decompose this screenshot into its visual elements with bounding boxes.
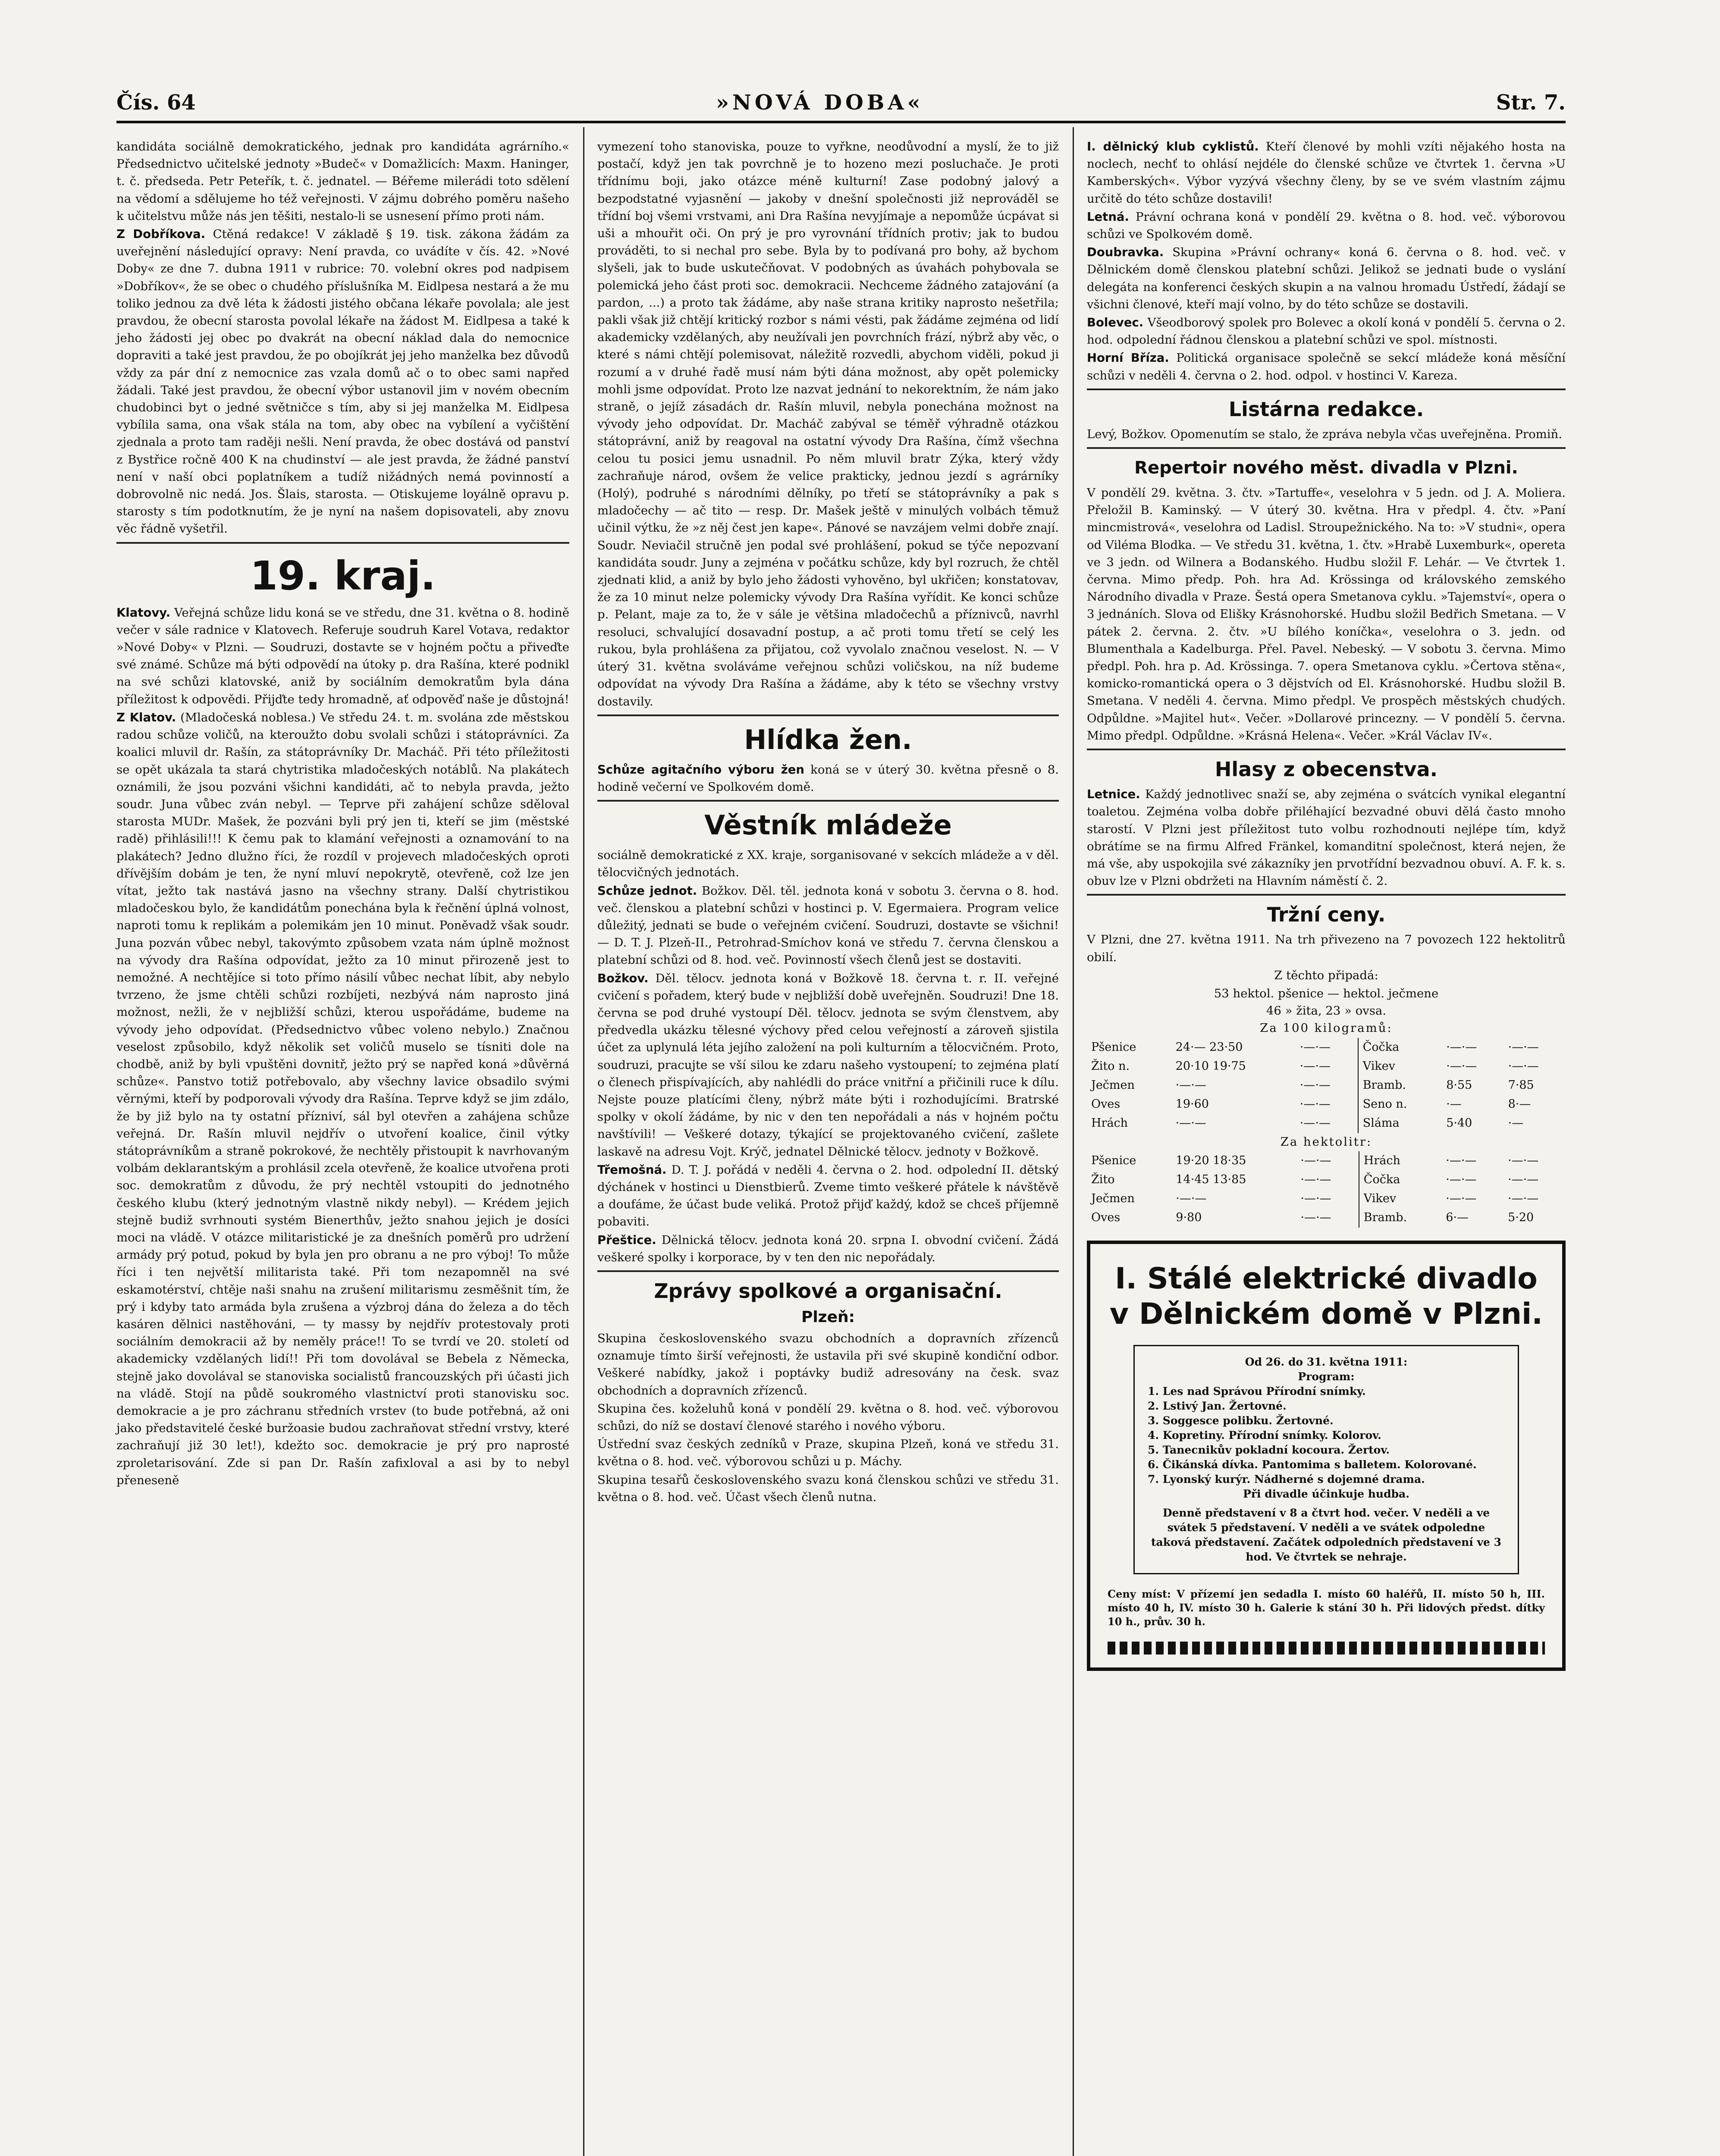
article-text: koná se v úterý 30. května přesně o 8. hodině večerní ve Spolkovém domě. [597,762,1059,794]
article-lead: Letná. [1087,210,1129,224]
column-divider [1073,127,1074,2156]
section-heading: Věstník mládeže [704,809,952,841]
section-rule [597,800,1059,802]
table-cell: ·—·— [1299,1040,1331,1054]
column-3 [1087,138,1566,1671]
article-paragraph [1087,786,1566,890]
section-rule [1087,389,1566,390]
table-caption: Za hektolitr: [1280,1134,1372,1149]
section-rule [1087,894,1566,896]
table-cell: ·—·— [1299,1078,1331,1092]
article-lead: Schůze jednot. [597,884,697,898]
section-rule [597,714,1059,716]
article-text: Ctěná redakce! V základě § 19. tisk. zákona žádám za uveřejnění následující opravy: Není pravda, co uvádíte v čís. 42. »Nové Doby« ze dne 7. dubna 1911 v rubrice: 70. volební okres pod nadpisem »Dobříkov«, že se obec o chudého příslušníka M. Eidlpesa nestará a že mu toliko jednou za dvě léta k žádosti jistého občana lékaře povolala; ale jest pravdou, že obecní starosta povolal lékaře na žádost M. Eidlpesa a také k jeho žádosti jej obec po dvakrát na obecní náklad dala do nemocnice dopraviti a také jest pravdou, že po obojíkrát jej jeho manželka bez důvodů vždy za pár dní z nemocnice zas vzala domů ač o to obec sami napřed žádali. Také jest pravdou, že obecní výbor ustanovil jim v novém obecním chudobinci byt o jedné světničce s tím, aby si jej manželka M. Eidlpesa vybílila sama, ona však stála na tom, aby obec na vybílení a vyčištění zjednala a proto tam raději nešli. Není pravda, že obec dostává od panství z Bystřice ročně 400 K na chudinství — ale jest pravda, že žádné panství není v naší obci poplatníkem a tudíž nižádných nemá povinností a dobrovolně nic nedá. Jos. Šlais, starosta. — Otiskujeme loyálně opravu p. starosty s tím podotknutím, že je nyní na našem dopisovateli, aby znovu věc řádně vyšetřil. [116,227,570,536]
ad-notes: Denně představení v 8 a čtvrt hod. večer. V neděli a ve svátek 5 představení. V neděli a ve svátek odpoledne taková představení. Začátek odpoledních představení ve 3 hod. Ve čtvrtek se nehraje. [1151,1506,1502,1563]
list-item: 2. Lstivý Jan. Žertovné. [1148,1399,1287,1412]
article-paragraph [1087,138,1566,207]
section-heading: Zprávy spolkové a organisační. [654,1279,1002,1303]
article-paragraph [1087,314,1566,348]
column-2 [597,138,1059,1507]
table-cell: 5·20 [1508,1211,1534,1225]
table-row [1087,1151,1566,1170]
list-item: 3. Soggesce polibku. Žertovné. [1148,1414,1334,1427]
article-text: Právní ochrana koná v pondělí 29. května o 8. hod. več. výborovou schůzi ve Spolkovém domě. [1087,210,1566,241]
article-text: Dělnická tělocv. jednota koná 20. srpna I. obvodní cvičení. Žádá veškeré spolky i korporace, by v ten den nic nepořádaly. [597,1233,1059,1264]
list-item: 7. Lyonský kurýr. Nádherné s dojemné drama. [1148,1473,1425,1485]
table-cell: ·—·— [1446,1059,1477,1073]
table-cell: ·—·— [1299,1059,1331,1073]
issue-number: Čís. 64 [116,91,196,115]
table-cell: 14·45 13·85 [1176,1172,1246,1186]
table-cell: Bramb. [1359,1208,1441,1227]
section-rule [1087,749,1566,750]
ad-dates: Od 26. do 31. května 1911: [1245,1355,1408,1368]
article-text: Božkov. Děl. těl. jednota koná v sobotu 3. června o 8. hod. več. členskou a platební schůzi v hostinci p. V. Egermaiera. Program velice důležitý, jednati se bude o veřejném cvičení. Soudruzi, dostavte se všichni! — D. T. J. Plzeň-II., Petrohrad-Smíchov koná ve středu 7. června členskou a platební schůzi od 8. hod. več. Povinností všech členů jest se dostaviti. [597,884,1059,967]
ad-music: Při divadle účinkuje hudba. [1243,1487,1409,1500]
page-header [116,86,1566,123]
table-cell: ·—·— [1508,1153,1539,1167]
table-cell: Hrách [1091,1116,1128,1130]
list-item: 4. Kopretiny. Přírodní snímky. Kolorov. [1148,1429,1381,1442]
article-paragraph [597,1161,1059,1231]
table-cell: Sláma [1358,1114,1442,1133]
table-cell: ·—·— [1446,1153,1477,1167]
table-cell: ·—·— [1299,1116,1331,1130]
table-caption: Za 100 kilogramů: [1260,1021,1393,1035]
table-cell: Pšenice [1091,1040,1136,1054]
table-cell: ·—·— [1175,1078,1206,1092]
article-text: Skupina tesařů československého svazu koná členskou schůzi ve středu 31. května o 8. hod. več. Účast všech členů nutna. [597,1473,1059,1504]
article-text: V Plzni, dne 27. května 1911. Na trh přivezeno na 7 povozech 122 hektolitrů obilí. [1087,933,1566,964]
table-cell: Oves [1091,1097,1121,1111]
list-item: 53 hektol. pšenice — hektol. ječmene [1214,986,1439,1000]
article-text: V pondělí 29. května. 3. čtv. »Tartuffe«, veselohra v 5 jedn. od J. A. Moliera. Přeložil B. Kaminský. — V úterý 30. května. Hra v předpl. 4. čtv. »Paní mincmistrová«, veselohra od Ladisl. Stroupežnického. Na to: »V studni«, opera od Viléma Blodka. — Ve středu 31. května, 1. čtv. »Hrabě Luxemburk«, opereta ve 3 jedn. od Wilnera a Bodanského. Hudbu složil F. Lehár. — Ve čtvrtek 1. června. Mimo předp. Poh. hra Ad. Krössinga od královského zemského Národního divadla v Praze. Šestá opera Smetanova cyklu. »Tajemství«, opera o 3 jednáních. Slova od Elišky Krásnohorské. Hudbu složil Bedřich Smetana. — V pátek 2. června. 2. čtv. »U bílého koníčka«, veselohra o 3. jedn. od Blumenthala a Kadelburga. Přel. Pavel. Nebeský. — V sobotu 3. června. Mimo předpl. Poh. hra p. Ad. Krössinga. 7. opera Smetanova cyklu. »Čertova stěna«, komicko-romantická opera o 3 dějstvích od El. Krásnohorské. Hudbu složil B. Smetana. V neděli 4. června. Mimo předpl. Ve prospěch městských chudých. Odpůldne. »Majitel hut«. Večer. »Dollarové princezny. — V pondělí 5. června. Mimo předpl. Odpůldne. »Krásná Helena«. Večer. »Král Václav IV«. [1087,486,1566,743]
article-lead: Přeštice. [597,1233,656,1247]
article-paragraph [597,970,1059,1160]
price-table-kilogram [1087,1038,1566,1133]
article-text: Každý jednotlivec snaží se, aby zejména o svátcích vynikal elegantní toaletou. Zejména volba dobře přiléhající bezvadné obuvi dělá často mnoho starostí. V Plzni jest příležitost tuto volbu rozhodnouti nejlépe tím, když obrátíme se na firmu Alfred Fränkel, komanditní společnost, která nejen, že má vše, aby uspokojila své zákazníky jen prvotřídní bezvadnou obuví. A. F. k. s. obuv lze v Plzni obdržeti na Hlavním náměstí č. 2. [1087,787,1566,888]
table-row [1087,1189,1566,1208]
article-lead: I. dělnický klub cyklistů. [1087,140,1259,154]
column-1 [116,138,569,1490]
section-heading: Tržní ceny. [1267,903,1386,927]
page-number: Str. 7. [1496,91,1566,115]
table-cell: 19·60 [1175,1097,1209,1111]
table-row [1087,1114,1566,1133]
table-cell: Ječmen [1091,1192,1135,1206]
table-cell: ·—·— [1300,1172,1331,1186]
table-cell: Seno n. [1358,1095,1442,1114]
article-text: sociálně demokratické z XX. kraje, sorganisované v sekcích mládeže a v děl. tělocvičných jednotách. [597,848,1059,880]
article-paragraph [116,604,569,708]
section-rule [597,1270,1059,1272]
list-item: 6. Čikánská dívka. Pantomima s balletem. Kolorované. [1148,1458,1477,1471]
article-lead: Klatovy. [116,605,171,620]
table-cell: ·— [1446,1097,1462,1111]
article-paragraph [597,761,1059,796]
table-cell: ·—·— [1300,1211,1331,1225]
article-text: Ústřední svaz českých zedníků v Praze, skupina Plzeň, koná ve středu 31. května o 8. hod. več. výborovou schůzi u p. Máchy. [597,1437,1059,1469]
article-text: (Mladočeská noblesa.) Ve středu 24. t. m. svolána zde městskou radou schůze voličů, na kteroužto dobu svolali schůzi i státoprávníci. Za koalici mluvil dr. Rašín, za státoprávníky Dr. Macháč. Při této příležitosti se opět ukázala ta stará chytristika mladočeských notáblů. Na plakátech oznámili, že jsou pozváni všichni kandidáti, ač to nebyla pravda, ježto soudr. Juna vůbec zván nebyl. — Teprve při zahájení schůze sděloval starosta MUDr. Mašek, že pozváni byli prý jen ti, kteří se jim (městské radě) přihlásili!!! K čemu pak to klamání veřejnosti a oznamování to na plakátech? Jedno dlužno říci, že rozdíl v projevech mladočeských oproti dřívějším dobám je ten, že nyní mluví nepokrytě, otevřeně, což lze jen vítat, ježto tak nastává jasno na všechny strany. Další chytristikou mladočeskou bylo, že kandidátům ponechána byla k řečnění úplná volnost, naproti tomu k replikám a polemikám jen 10 minut. Poněvadž však soudr. Juna pozván vůbec nebyl, takovýmto způsobem vzata nám úplně možnost na vývody dra Rašína odpovídat, ježto za 10 minut přirozeně jest to nemožné. A nechtějíce si toto přímo násilí vůbec nechat líbit, aby nebylo tvrzeno, že jsme chtěli schůzi rozbíjeti, nezbývá nám naprosto jiná možnost, nežli, že v nejbližší schůzi, kterou uspořádáme, budeme na vývody jeho odpovídat. (Předsednictvo vůbec voleno nebylo.) Značnou veselost způsobilo, když několik set voličů muselo se tísniti dole na chodbě, aniž by byli vpuštěni dovnitř, ježto prý se napřed koná »důvěrná schůze«. Panstvo totiž potřebovalo, aby všechny lavice obsadilo svými věrnými, kteří by podporovali vývody dra Rašína. Teprve když se jim zdálo, že by již bylo na ty ostatní přízniví, sál byl otevřen a zahájena schůze veřejná. Dr. Rašín mluvil nejdřív o utvoření koalice, činil výtky státoprávníkům a straně pokrokové, že nechtěly přistoupit k navrhovaným volbám deklarantským a prohlásil zcela otevřeně, že koalice utvořena proti soc. demokratům z důvodu, že prý nechtěl vstoupiti do jednotného českého klubu (který jednotným vlastně nikdy nebyl). — Krédem jejich stejně budiž svrhnouti systém Bienerthův, ježto snahou jejich je dosíci moci na vládě. V otázce militaristické je za dnešních poměrů pro udržení armády prý potud, pokud by byla jen pro obranu a ne pro výboj! To může říci i ten největší militarista také. Při tom nezapomněl na své eskamotérství, chtěje naši snahu na zrušení militarismu zesměšnit tím, že prý i kdyby tato armáda byla zrušena a výzbroj dána do železa a do těch kasáren dělnici nastěhováni, — ty massy by nejdřív protestovaly proti sociálním demokracii až by neměly práce!! To se tvrdí ve 20. století od akademicky vzdělaných lidí!! Při tom dovolával se Bebela z Německa, stejně jako dovolával se stanoviska socialistů francouzských při účasti jich na vládě. Stojí na půdě soukromého vlastnictví proti stanovisku soc. demokracie a je pro záchranu středních vrstev (to bude potřebná, až oni jako představitelé české buržoasie budou zachraňovat střední vrstvy, které zachraňují již 30 let!), kdežto soc. demokracie je prý pro naprosté zproletarisování. Zde si pan Dr. Rašín zafixloval a asi by to nebyl přeneseně [116,710,569,1487]
article-text: Skupina čes. koželuhů koná v pondělí 29. května o 8. hod. več. výborovou schůzi, do níž se dostaví členové starého i nového výboru. [597,1401,1059,1433]
article-text: D. T. J. pořádá v neděli 4. června o 2. hod. odpolední II. dětský dýchánek v hostinci u Dienstbierů. Zveme timto veškeré přátele k návštěvě a doufáme, že účast bude veliká. Protož přijď každý, kdož se chceš příjemně pobaviti. [597,1163,1059,1229]
section-heading: Listárna redakce. [1228,397,1424,421]
article-lead: Třemošná. [597,1163,667,1177]
masthead: »NOVÁ DOBA« [716,91,924,115]
article-lead: Bolevec. [1087,316,1144,330]
table-row [1087,1038,1566,1057]
article-paragraph [597,882,1059,969]
article-text: Skupina »Právní ochrany« koná 6. června o 8. hod. več. v Dělnickém domě členskou platební schůzi. Jelikož se jednati bude o vyslání delegáta na konferenci českých skupin a na valnou hromadu Ústředí, žádají se všichni členové, kteří mají volno, by do této schůze se dostavili. [1087,245,1566,311]
ad-program-box [1133,1345,1519,1574]
section-heading: 19. kraj. [250,552,436,599]
article-paragraph [1087,349,1566,384]
article-lead: Z Dobříkova. [116,227,206,241]
article-lead: Božkov. [597,971,649,985]
table-cell: ·— [1508,1116,1524,1130]
table-row [1087,1170,1566,1189]
table-cell: Čočka [1359,1170,1441,1189]
table-cell: ·—·— [1300,1153,1331,1167]
article-paragraph [1087,208,1566,243]
table-cell: ·—·— [1446,1172,1477,1186]
ad-program-list [1148,1384,1505,1487]
table-cell: Pšenice [1091,1153,1136,1167]
table-cell: 8·— [1508,1097,1531,1111]
article-paragraph [116,226,569,538]
table-cell: ·—·— [1446,1192,1477,1206]
table-cell: Hrách [1359,1151,1441,1170]
ad-border-ornament [1108,1642,1545,1655]
table-cell: 24·— 23·50 [1175,1040,1243,1054]
ad-program-label: Program: [1298,1370,1355,1383]
table-row [1087,1095,1566,1114]
article-lead: Schůze agitačního výboru žen [597,762,804,777]
table-caption: Z těchto připadá: [1274,968,1378,982]
article-paragraph [597,1232,1059,1266]
table-cell: Vikev [1358,1057,1442,1076]
table-cell: 7·85 [1508,1078,1534,1092]
article-text: Politická organisace společně se sekcí mládeže koná měsíční schůzi v neděli 4. června o 2. hod. odpol. v hostinci V. Kareza. [1087,351,1566,382]
cinema-advertisement [1087,1241,1566,1671]
article-text: Děl. tělocv. jednota koná v Božkově 18. června t. r. II. veřejné cvičení s pořadem, který bude v nejbližší době uveřejněn. Soudruzi! Dne 18. června se pod druhé vystoupí Děl. tělocv. jednota se svým členstvem, aby předvedla ukázku tělesné výchovy před celou veřejností a zároveň sjistila účet za uplynulá léta jejího založení na poli kulturním a tělocvičném. Proto, soudruzi, pracujte se vší silou ke zdaru našeho vystoupení; to zejména platí o členech přispívajících, aby nahlédli do práce vnitřní a přičinili ruce k dílu. Nejste pouze platícími členy, nýbrž máte býti i rozhodujícími. Bratrské spolky v okolí žádáme, by nic v den ten nepořádali a nás v hojném počtu navštívili! — Veškeré dotazy, týkající se projektovaného cvičení, zašlete laskavě na adresu Vojt. Krýč, jednatel Dělnické tělocv. jednoty v Božkově. [597,971,1059,1159]
table-cell: Bramb. [1358,1076,1442,1095]
table-cell: ·—·— [1299,1097,1331,1111]
section-heading: Hlasy z obecenstva. [1215,758,1438,781]
column-divider [583,127,584,2156]
table-cell: 20·10 19·75 [1175,1059,1246,1073]
list-item: 1. Les nad Správou Přírodní snímky. [1148,1385,1366,1398]
article-lead: Doubravka. [1087,245,1164,260]
article-paragraph [1087,244,1566,313]
list-item: 46 » žita, 23 » ovsa. [1266,1004,1387,1018]
table-cell: 8·55 [1446,1078,1472,1092]
article-text: Skupina československého svazu obchodních a dopravních zřízenců oznamuje tímto širší veřejnosti, že ustavila při své skupině kondiční odbor. Veškeré nabídky, jakož i poptávky budiž adresovány na česk. svaz obchodních a dopravních zřízenců. [597,1331,1059,1398]
section-heading: Repertoir nového měst. divadla v Plzni. [1134,458,1518,478]
table-cell: Vikev [1359,1189,1441,1208]
table-cell: 6·— [1446,1211,1469,1225]
table-cell: ·—·— [1508,1059,1539,1073]
section-rule [1087,447,1566,449]
article-lead: Letnice. [1087,787,1140,802]
newspaper-page [116,86,1566,2156]
table-cell: Ječmen [1091,1078,1135,1092]
article-lead: Horní Bříza. [1087,351,1169,365]
table-cell: Oves [1091,1211,1121,1225]
table-cell: ·—·— [1300,1192,1331,1206]
article-text: Všeodborový spolek pro Bolevec a okolí koná v pondělí 5. června o 2. hod. odpolední řádnou členskou a platební schůzi ve spol. místnosti. [1087,316,1566,347]
price-table-hectolitre [1087,1151,1566,1228]
table-cell: ·—·— [1508,1172,1539,1186]
table-cell: Žito [1091,1172,1115,1186]
ad-prices: Ceny míst: V přízemí jen sedadla I. místo 60 haléřů, II. místo 50 h, III. místo 40 h, IV. místo 30 h. Galerie k stání 30 h. Při lidových předst. dítky 10 h., prův. 30 h. [1108,1587,1545,1628]
article-text: Levý, Božkov. Opomenutím se stalo, že zpráva nebyla včas uveřejněna. Promiň. [1087,427,1562,441]
table-row [1087,1057,1566,1076]
article-text: vymezení toho stanoviska, pouze to vyřkne, neodůvodní a myslí, že to již postačí, když jen tak povrchně je to hozeno mezi posluchače. Je proti třídnímu boji, jako otázce méně kulturní! Zase podobný jalový a bezpodstatné vyjasnění — jakoby v dnešní společnosti již neprováděl se třídní boj všemi vrstvami, ani Dra Rašína nevyjímaje a nepomůže úcpávat si uši a mhouřit oči. On prý je pro vyrovnání třídních protiv; jak to budou prováděti, to si nechal pro sebe. Byla by to podívaná pro bohy, až bychom slyšeli, jak to bude uskutečňovat. V podobných as úvahách pohybovala se polemická jeho část proti soc. demokracii. Nechceme žádného zatajování (a pardon, ...) a proto tak žádáme, aby naše strana kritiky naprosto nešetřila; pakli však již chtějí kritický rozbor s námi vésti, pak žádáme zejména od lidí akademicky vzdělaných, aby neužívali jen povrchních frází, nýbrž aby věc, o které s námi chtějí polemisovat, náležitě rozvedli, abychom viděli, pokud ji rozumí a v druhé řadě musí nám býti dána možnost, aby opět polemicky mohli jsme odpovídat. Proto lze nazvat jednání to nekorektním, že nám jako straně, o jejíž zásadách dr. Rašín mluvil, nebyla ponechána možnost na vývody jeho odpovídat. Dr. Macháč zabýval se téměř výhradně otázkou státoprávní, aniž by reagoval na ostatní vývody Dra Rašína, čímž všechna celou tu posici jemu usnadnil. Po něm mluvil bratr Zýka, který vždy zachraňuje národ, ovšem že velice prakticky, jednou jezdí s agrárníky (Holý), podruhé s národními dělníky, po třetí se státoprávníky a pak s mladočechy — ač tito — resp. Dr. Mašek ještě v minulých volbách těmuž učinil výtku, že »z něj čest jen kape«. Pánové se navzájem velmi dobře znají. Soudr. Neviačil stručně jen podal své prohlášení, pokud se týče nepozvaní kandidáta soudr. Juny a zejména v počátku schůze, kdy byl rozruch, že chtěl zjednati klid, a aniž by bylo jeho žádosti vyhověno, byl ukřičen; konstatovav, že za 10 minut nelze polemicky vývody Dra Rašína vyřídit. Ke konci schůze p. Pelant, maje za to, že v sále je většina mladočechů a příznivců, navrhl resoluci, schvalující dosavadní postup, a ač proti tomu třetí se celý les rukou, byla prohlášena za přijatou, což vyvolalo značnou veselost. N. — V úterý 31. května svoláváme veřejnou schůzi voličskou, na níž budeme odpovídat na vývody Dra Rašína a žádáme, aby k této se všechny vrstvy dostavily. [597,140,1059,708]
table-cell: ·—·— [1175,1116,1206,1130]
article-text: kandidáta sociálně demokratického, jednak pro kandidáta agrárního.« Předsednictvo učitelské jednoty »Budeč« v Domažlicích: Maxm. Haninger, t. č. předseda. Petr Peteřík, t. č. jednatel. — Béřeme milerádi toto sdělení na vědomí a sdělujeme ho též veřejnosti. V zájmu dobrého poměru našeho k učitelstvu může nás jen těšiti, nestalo-li se usnesení přímo proti nám. [116,140,569,223]
article-text: Kteří členové by mohli vzíti nějakého hosta na noclech, nechť to ohlásí nejdéle do členské schůze ve čtvrtek 1. června »U Kamberských«. Výbor vyzývá všechny členy, by se ve svém vlastním zájmu určitě do této schůze dostavili! [1087,140,1566,206]
article-paragraph [116,709,569,1489]
article-lead: Z Klatov. [116,710,176,724]
subsection-heading: Plzeň: [801,1308,855,1326]
table-cell: ·—·— [1508,1192,1539,1206]
table-cell: ·—·— [1446,1040,1477,1054]
table-row [1087,1208,1566,1227]
table-cell: 19·20 18·35 [1176,1153,1246,1167]
table-row [1087,1076,1566,1095]
table-cell: ·—·— [1176,1192,1207,1206]
table-cell: ·—·— [1508,1040,1539,1054]
article-text: Veřejná schůze lidu koná se ve středu, dne 31. května o 8. hodině večer v sále radnice v Klatovech. Referuje soudruh Karel Votava, redaktor »Nové Doby« v Plzni. — Soudruzi, dostavte se v hojném počtu a přiveďte své známé. Schůze má býti odpovědí na útoky p. dra Rašína, které podnikl na své schůzi klatovské, aniž by sociálním demokratům byla dána příležitost k odpovědi. Přijďte tedy hromadně, ať odpověď naše je důstojná! [116,605,569,706]
section-heading: Hlídka žen. [744,724,912,755]
table-cell: 5·40 [1446,1116,1472,1130]
table-cell: Žito n. [1091,1059,1130,1073]
table-cell: 9·80 [1176,1211,1202,1225]
ad-title: I. Stálé elektrické divadlo v Dělnickém domě v Plzni. [1109,1261,1543,1331]
arrivals-list [1087,985,1566,1019]
section-rule [116,542,569,544]
list-item: 5. Tanecnikův pokladní kocoura. Žertov. [1148,1443,1390,1456]
table-cell: Čočka [1358,1038,1442,1057]
